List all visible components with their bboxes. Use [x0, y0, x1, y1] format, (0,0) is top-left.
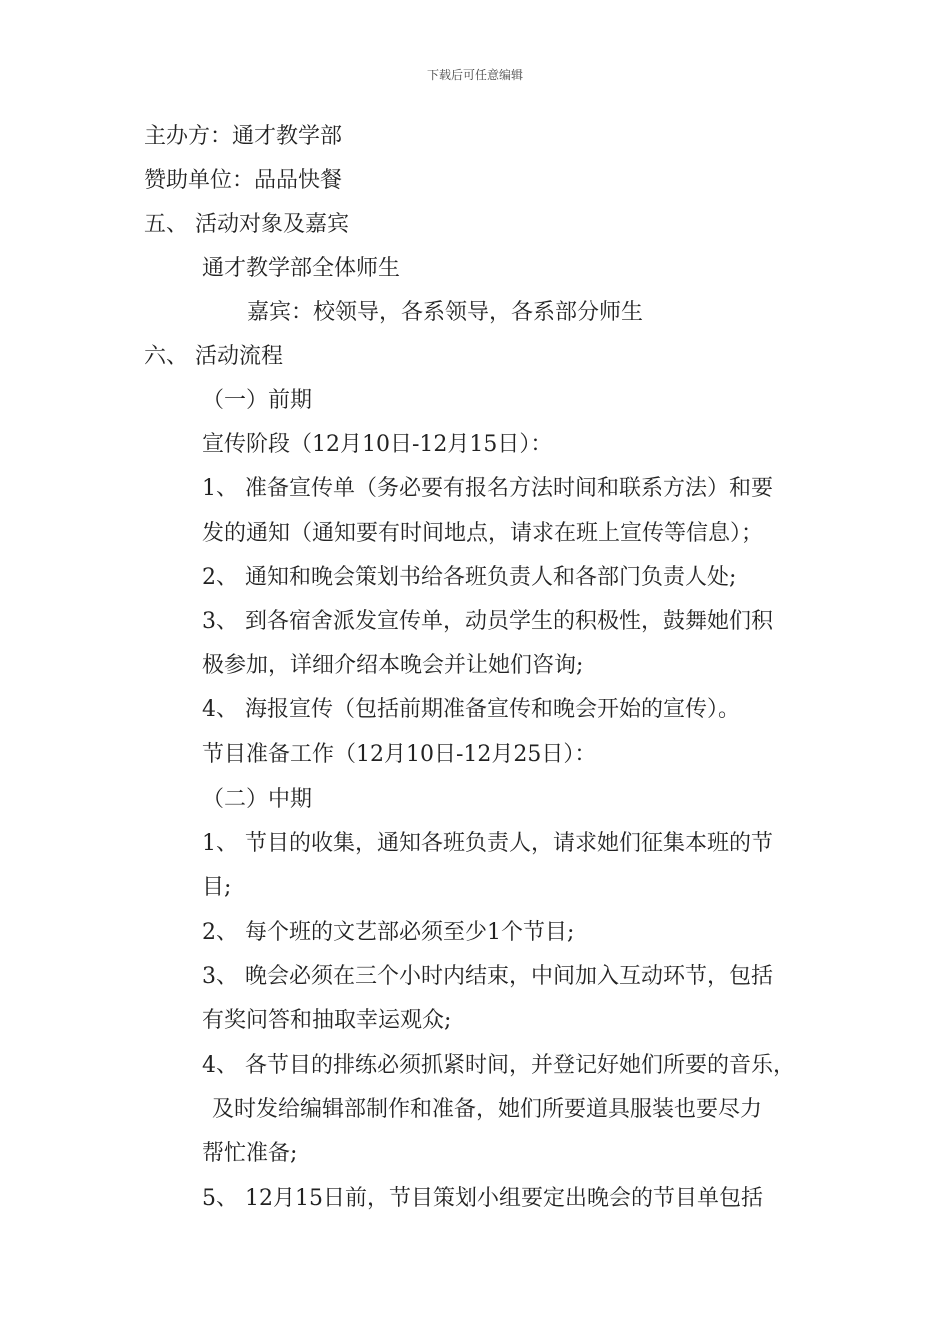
list-item: 3、 晚会必须在三个小时内结束，中间加入互动环节，包括: [202, 964, 773, 989]
paragraph-line: 宣传阶段（12月10日-12月15日）：: [202, 432, 553, 457]
subsection-heading: （二）中期: [202, 787, 313, 812]
list-item: 1、 准备宣传单（务必要有报名方法时间和联系方法）和要: [202, 476, 773, 501]
list-item: 5、 12月15日前，节目策划小组要定出晚会的节目单包括: [202, 1186, 763, 1211]
list-item-continued: 帮忙准备;: [202, 1141, 298, 1166]
page-header: 下载后可任意编辑: [426, 68, 523, 82]
list-item: 2、 每个班的文艺部必须至少1个节目;: [202, 920, 575, 945]
sponsor-line: 赞助单位：品品快餐: [144, 168, 343, 193]
list-item: 2、 通知和晚会策划书给各班负责人和各部门负责人处;: [202, 565, 737, 590]
list-item: 4、 各节目的排练必须抓紧时间，并登记好她们所要的音乐，: [202, 1053, 795, 1078]
list-item-continued: 有奖问答和抽取幸运观众;: [202, 1008, 452, 1033]
list-item-continued: 及时发给编辑部制作和准备，她们所要道具服装也要尽力: [212, 1097, 763, 1122]
list-item: 3、 到各宿舍派发宣传单，动员学生的积极性，鼓舞她们积: [202, 609, 773, 634]
list-item-continued: 发的通知（通知要有时间地点，请求在班上宣传等信息）；: [202, 521, 764, 546]
paragraph-line: 嘉宾：校领导，各系领导，各系部分师生: [247, 300, 644, 325]
paragraph-line: 通才教学部全体师生: [202, 256, 401, 281]
section-heading: 五、 活动对象及嘉宾: [144, 212, 349, 237]
subsection-heading: （一）前期: [202, 388, 313, 413]
paragraph-line: 节目准备工作（12月10日-12月25日）：: [202, 742, 597, 767]
list-item-continued: 目;: [202, 875, 232, 900]
organizer-line: 主办方：通才教学部: [144, 124, 343, 149]
list-item: 4、 海报宣传（包括前期准备宣传和晚会开始的宣传）。: [202, 697, 740, 722]
list-item: 1、 节目的收集，通知各班负责人，请求她们征集本班的节: [202, 831, 773, 856]
section-heading: 六、 活动流程: [144, 344, 283, 369]
list-item-continued: 极参加，详细介绍本晚会并让她们咨询;: [202, 653, 584, 678]
